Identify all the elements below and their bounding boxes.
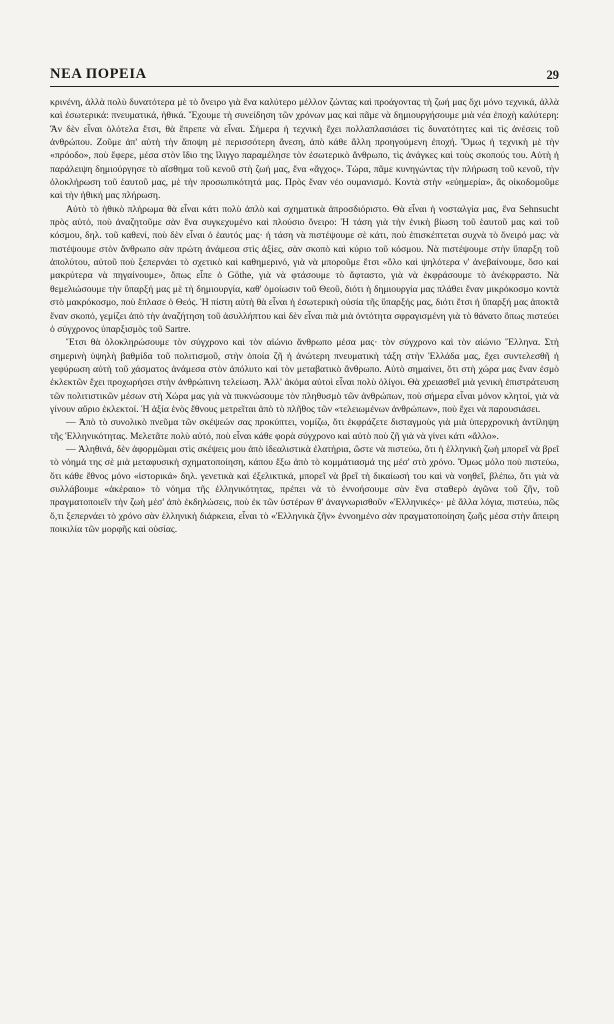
paragraph: — Ἀληθινά, δὲν ἀφορμῶμαι στὶς σκέψεις μου ἀπὸ ἰδεαλιστικὰ ἐλατήρια, ὥστε νὰ πιστεύω, ὅτι ἡ ἑλληνικὴ ζωὴ μπορεῖ νὰ βρεῖ τὸ νόημά της σὲ μιὰ μεταφυσικὴ σχηματοποίηση, κάπου ἔξω ἀπὸ τὸ κομμάτιασμά της μέσ' στὸ χρόνο. Ὅμως μόλο ποὺ πιστεύω, ὅτι κάθε ἔθνος μόνο «ἱστορικά» δηλ. γενετικὰ καὶ ἐξελικτικά, μπορεῖ νὰ βρεῖ τὴ δικαίωσή του καὶ νὰ νοηθεῖ, βλέπω, ὅτι γιὰ νὰ συλλάβουμε «ἀκέραιο» τὸ νόημα τῆς ἑλληνικότητας, πρέπει νὰ τὸ ἐννοήσουμε σὰν ἕνα σταθερὸ ἀγῶνα τοῦ ζῆν, τοῦ πραγματοποιεῖν τὴν ζωὴ μέσ' ἀπὸ ἐκδηλώσεις, ποὺ ἐκ τῶν ὑστέρων θ' ἀναγνωρισθοῦν «Ἑλληνικές»· μὲ ἄλλα λόγια, πιστεύω, πῶς ὅ,τι ξεπερνάει τὸ χρόνο σὰν ἑλληνικὴ διάρκεια, εἶναι τὸ «Ἑλληνικὰ ζῆν» ἐννοημένο σὰν πραγματοποίηση ζωῆς μέσα στὴν ἄπειρη ποικιλία τῶν μορφῆς καὶ οὐσίας. xyxy=(50,443,559,535)
paragraph: — Ἀπὸ τὸ συνολικὸ πνεῦμα τῶν σκέψεών σας προκύπτει, νομίζω, ὅτι ἐκφράζετε δισταγμοὺς γιὰ μιὰ ὑπερχρονικὴ ἀντίληψη τῆς Ἑλληνικότητας. Μελετᾶτε πολὺ αὐτό, ποὺ εἶναι κάθε φορὰ σύγχρονο καὶ αὐτὸ ποὺ ζῆ γιὰ νὰ γίνει κάτι «ἄλλο». xyxy=(50,417,559,442)
paragraph: Αὐτὸ τὸ ἠθικὸ πλήρωμα θὰ εἶναι κάτι πολὺ ἁπλὸ καὶ σχηματικὰ ἀπροσδιόριστο. Θὰ εἶναι ἡ νοσταλγία μας, ἕνα Sehnsucht πρὸς αὐτό, ποὺ ἀναζητοῦμε σὰν ἕνα συγκεχυμένο καὶ πλούσιο ὄνειρο: Ἡ τάση γιὰ τὴν ἐνικὴ βίωση τοῦ ἑαυτοῦ μας καὶ τοῦ κόσμου, δηλ. τοῦ καθενί, ποὺ δὲν εἶναι ὁ ἑαυτός μας· ἡ τάση νὰ πιστέψουμε σὲ κάτι, ποὺ ἐπισκέπτεται συχνὰ τὸ ὄνειρό μας: νὰ πιστέψουμε στὸν ἄνθρωπο σὰν πρώτη ἀνάμεσα στὶς ἀξίες, σὰν σκοπὸ καὶ κύριο τοῦ κόσμου. Νὰ πιστέψουμε στὴν ὕπαρξη τοῦ ἀπολύτου, αὐτοῦ ποὺ ξεπερνάει τὸ σχετικὸ καὶ καθημερινό, γιὰ νὰ μποροῦμε ἔτσι «ὅλο καὶ ψηλότερα ν' ἀνεβαίνουμε, ὅσο καὶ μακρύτερα νὰ πηγαίνουμε», ὅπως εἶπε ὁ Göthe, γιὰ νὰ φτάσουμε τὸ ἄφταστο, γιὰ νὰ ἐκφράσουμε τὸ ἀνέκφραστο. Νὰ θεμελιώσουμε τὴν ὕπαρξή μας μὲ τὴ δημιουργία, καθ' ὁμοίωσιν τοῦ Θεοῦ, διότι ἡ δημιουργία μας πλάθει ἕναν μικρόκοσμο κοντὰ στὸ μακρόκοσμο, ποὺ ἔπλασε ὁ Θεός. Ἡ πίστη αὐτὴ θὰ εἶναι ἡ ἐσωτερικὴ οὐσία τῆς ὕπαρξής μας, διότι ἔτσι ἡ ὕπαρξή μας ἀποκτᾶ ἕναν σκοπό, γεμίζει ἀπὸ τὴν ἀναζήτηση τοῦ ἀσυλλήπτου καὶ δὲν εἶναι πιὰ μιὰ ὀντότητα σφραγισμένη γιὰ τὸ θάνατο ὅπως πιστεύει ὁ σύγχρονος ὑπαρξισμὸς τοῦ Sartre. xyxy=(50,203,559,335)
article-body xyxy=(50,96,559,536)
paragraph: Ἔτσι θὰ ὁλοκληρώσουμε τὸν σύγχρονο καὶ τὸν αἰώνιο ἄνθρωπο μέσα μας· τὸν σύγχρονο καὶ τὸν αἰώνιο Ἕλληνα. Στὴ σημερινὴ ὑψηλὴ βαθμίδα τοῦ πολιτισμοῦ, στὴν ὁποία ζῆ ἡ ἀνώτερη πνευματικὴ τάξη στὴν Ἑλλάδα μας, ἔχει συντελεσθῆ ἡ γεφύρωση αὐτὴ τοῦ χάσματος ἀνάμεσα στὸν ἀπόλυτο καὶ τὸν μεταβατικὸ ἄνθρωπο. Αὐτὸ σημαίνει, ὅτι στὴ χώρα μας ἕναν ἐσμὸ ἐκλεκτῶν ἔχει προχωρήσει στὴν ἀνθρώπινη τελείωση. Ἀλλ' ἀκόμα αὐτοὶ εἶναι πολὺ ὀλίγοι. Θὰ χρειασθεῖ μιὰ γενικὴ ἐπιστράτευση τῶν πολιτιστικῶν μέσων στὴ Χώρα μας γιὰ νὰ πυκνώσουμε τὸν πληθυσμὸ τῶν ἀνθρώπων, ποὺ σήμερα εἶναι μόνον κλητοί, γιὰ νὰ γίνουν αὔριο ἐκλεκτοί. Ἡ ἀξία ἑνὸς ἔθνους μετρεῖται ἀπὸ τὸ πλῆθος τῶν «τελειωμένων ἀνθρώπων», ποὺ ἔχει νὰ παρουσιάσει. xyxy=(50,337,559,415)
page-number: 29 xyxy=(546,68,559,82)
running-header xyxy=(50,66,559,83)
journal-title: ΝΕΑ ΠΟΡΕΙΑ xyxy=(50,66,147,82)
paragraph: κρινένη, ἀλλὰ πολὺ δυνατότερα μὲ τὸ ὄνειρο γιὰ ἕνα καλύτερο μέλλον ζώντας καὶ προάγοντας τὴ ζωή μας ὄχι μόνο τεχνικά, ἀλλὰ καὶ ἐσωτερικά: πνευματικά, ἠθικά. Ἔχουμε τὴ συνείδηση τῶν χρόνων μας καὶ πᾶμε νὰ δημιουργήσουμε μιὰ νέα ἐποχὴ καλύτερη: Ἂν δὲν εἶναι ὁλότελα ἔτσι, θὰ ἔπρεπε νὰ εἶναι. Σήμερα ἡ τεχνικὴ ἔχει πολλαπλασιάσει τὶς δυνατότητες καὶ τὶς ἀνέσεις τοῦ ἀνθρώπου. Ζοῦμε ἀπ' αὐτὴ τὴν ἄποψη μὲ περισσότερη ἄνεση, ἀπὸ κάθε ἄλλη προηγούμενη ἐποχή. Ὅμως ἡ τεχνικὴ μὲ τὴν «πρόοδο», ποὺ ἔφερε, μέσα στὸν ἴδιο της ἴλιγγο παραμέλησε τὸν ἐσωτερικὸ ἄνθρωπο, τὶς ἀνάγκες καὶ τοὺς σκοπούς του. Αὐτὴ ἡ παράλειψη δημιούργησε τὸ αἴσθημα τοῦ κενοῦ στὴ ζωή μας, ἕνα «ἄγχος». Τώρα, πᾶμε κυνηγώντας τὴν πλήρωση τοῦ κενοῦ, τὴν ὁλοκλήρωση τοῦ ἑαυτοῦ μας, μὲ τὴν προσωπικότητά μας. Πρὸς ἕναν νέο ουμανισμό. Κοντὰ στὴν «εὐημερία», ἂς οἰκοδομοῦμε καὶ τὴν ἠθική μας πλήρωση. xyxy=(50,97,559,202)
header-rule xyxy=(50,86,559,87)
